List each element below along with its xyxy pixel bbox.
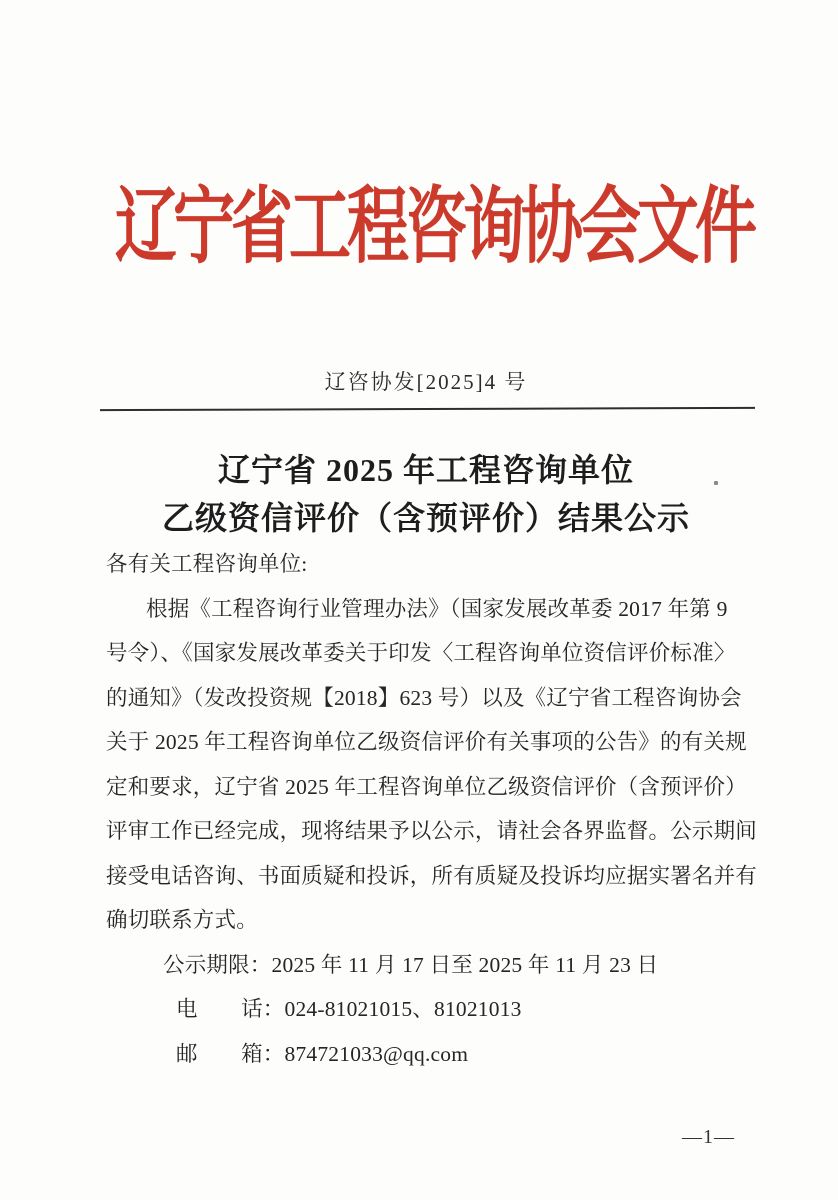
body-line-7: 接受电话咨询、书面质疑和投诉，所有质疑及投诉均应据实署名并有	[106, 863, 758, 888]
org-letterhead: 辽宁省工程咨询协会文件	[114, 181, 753, 274]
notice-title	[106, 446, 746, 542]
notice-body	[106, 542, 786, 1076]
body-line-4: 关于 2025 年工程咨询单位乙级资信评价有关事项的公告》的有关规	[106, 730, 747, 754]
contact-phone: 电 话：024-81021015、81021013	[176, 997, 522, 1021]
notice-title-line1: 辽宁省 2025 年工程咨询单位	[217, 452, 634, 488]
body-line-1: 根据《工程咨询行业管理办法》（国家发展改革委 2017 年第 9	[146, 596, 728, 621]
salutation: 各有关工程咨询单位:	[106, 552, 308, 576]
header-divider-line	[100, 407, 755, 411]
body-line-3: 的通知》（发改投资规【2018】623 号）以及《辽宁省工程咨询协会	[106, 685, 742, 710]
document-number: 辽咨协发[2025]4 号	[324, 370, 528, 394]
body-line-6: 评审工作已经完成，现将结果予以公示，请社会各界监督。公示期间	[106, 819, 758, 843]
contact-email: 邮 箱：874721033@qq.com	[176, 1041, 469, 1066]
scan-artifact-dot	[714, 481, 718, 485]
body-line-2: 号令）、《国家发展改革委关于印发〈工程咨询单位资信评价标准〉	[106, 641, 736, 665]
body-line-5: 定和要求，辽宁省 2025 年工程咨询单位乙级资信评价（含预评价）	[106, 774, 747, 799]
body-line-8: 确切联系方式。	[106, 908, 258, 932]
publicity-period: 公示期限：2025 年 11 月 17 日至 2025 年 11 月 23 日	[163, 952, 659, 977]
page-number: —1—	[682, 1126, 735, 1148]
notice-title-line2: 乙级资信评价（含预评价）结果公示	[161, 500, 690, 536]
